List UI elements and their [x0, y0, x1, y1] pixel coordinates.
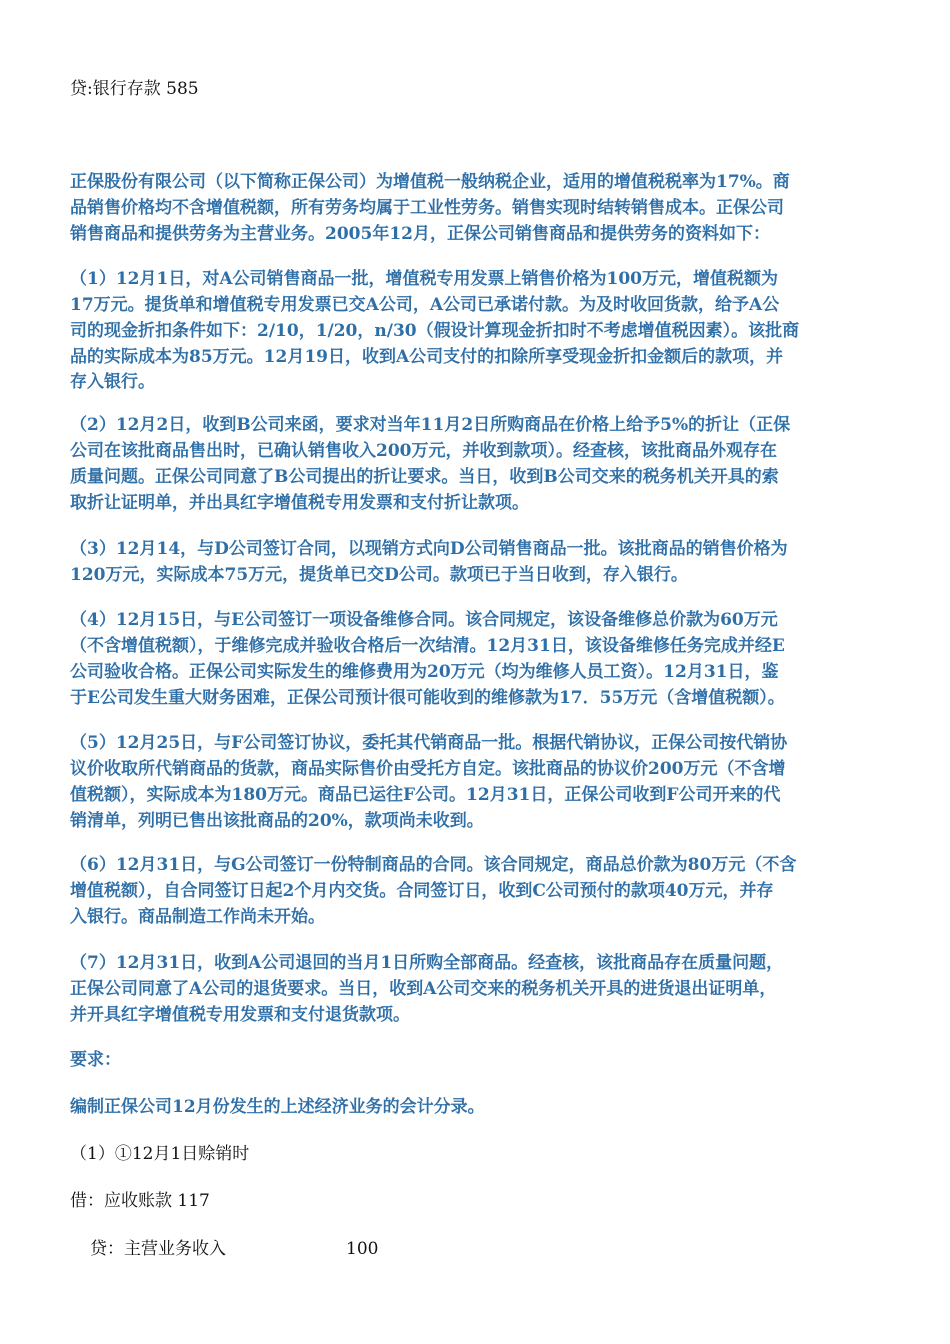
item-5-line-3: 值税额），实际成本为180万元。商品已运往F公司。12月31日，正保公司收到F公司开来的代	[70, 785, 781, 805]
item-1-line-5: 存入银行。	[70, 372, 155, 392]
item-6-line-2: 增值税额），自合同签订日起2个月内交货。合同签订日，收到C公司预付的款项40万元，并存	[70, 881, 774, 901]
item-3-line-2: 120万元，实际成本75万元，提货单已交D公司。款项已于当日收到，存入银行。	[70, 565, 688, 585]
item-7-line-3: 并开具红字增值税专用发票和支付退货款项。	[70, 1005, 410, 1025]
debit-entry: 借：应收账款 117	[70, 1191, 210, 1211]
item-1-line-3: 司的现金折扣条件如下：2/10，1/20，n/30（假设计算现金折扣时不考虑增值税因素）。该批商	[70, 321, 800, 341]
item-2-line-2: 公司在该批商品售出时，已确认销售收入200万元，并收到款项）。经查核，该批商品外观存在	[70, 441, 777, 461]
item-5-line-2: 议价收取所代销商品的货款，商品实际售价由受托方自定。该批商品的协议价200万元（不含增	[70, 759, 786, 779]
top-entry: 贷:银行存款 585	[70, 79, 199, 99]
item-6-line-3: 入银行。商品制造工作尚未开始。	[70, 907, 325, 927]
item-4-line-4: 于E公司发生重大财务困难，正保公司预计很可能收到的维修款为17．55万元（含增值税额）。	[70, 688, 785, 708]
item-1-line-2: 17万元。提货单和增值税专用发票已交A公司，A公司已承诺付款。为及时收回货款，给予A公	[70, 295, 780, 315]
item-7-line-2: 正保公司同意了A公司的退货要求。当日，收到A公司交来的税务机关开具的进货退出证明单，	[70, 979, 777, 999]
item-2-line-1: （2）12月2日，收到B公司来函，要求对当年11月2日所购商品在价格上给予5%的折让（正保	[70, 415, 791, 435]
item-5-line-1: （5）12月25日，与F公司签订协议，委托其代销商品一批。根据代销协议，正保公司按代销协	[70, 733, 788, 753]
intro-line-2: 品销售价格均不含增值税额，所有劳务均属于工业性劳务。销售实现时结转销售成本。正保公司	[70, 198, 784, 218]
item-4-line-2: （不含增值税额），于维修完成并验收合格后一次结清。12月31日，该设备维修任务完成并经E	[70, 636, 785, 656]
item-7-line-1: （7）12月31日，收到A公司退回的当月1日所购全部商品。经查核，该批商品存在质量问题，	[70, 953, 784, 973]
answer-heading: （1）①12月1日赊销时	[70, 1144, 250, 1164]
item-2-line-3: 质量问题。正保公司同意了B公司提出的折让要求。当日，收到B公司交来的税务机关开具的索	[70, 467, 779, 487]
credit-entry-label: 贷：主营业务收入	[90, 1239, 226, 1259]
credit-entry-amount: 100	[346, 1239, 379, 1259]
requirement-label: 要求：	[70, 1050, 121, 1070]
item-1-line-4: 品的实际成本为85万元。12月19日，收到A公司支付的扣除所享受现金折扣金额后的款项，并	[70, 347, 784, 367]
requirement-text: 编制正保公司12月份发生的上述经济业务的会计分录。	[70, 1097, 485, 1117]
intro-line-3: 销售商品和提供劳务为主营业务。2005年12月，正保公司销售商品和提供劳务的资料如下：	[70, 224, 770, 244]
item-4-line-1: （4）12月15日，与E公司签订一项设备维修合同。该合同规定，该设备维修总价款为60万元	[70, 610, 778, 630]
item-5-line-4: 销清单，列明已售出该批商品的20%，款项尚未收到。	[70, 811, 484, 831]
item-4-line-3: 公司验收合格。正保公司实际发生的维修费用为20万元（均为维修人员工资）。12月31日，鉴	[70, 662, 779, 682]
intro-line-1: 正保股份有限公司（以下简称正保公司）为增值税一般纳税企业，适用的增值税税率为17%。商	[70, 172, 790, 192]
item-2-line-4: 取折让证明单，并出具红字增值税专用发票和支付折让款项。	[70, 493, 529, 513]
item-6-line-1: （6）12月31日，与G公司签订一份特制商品的合同。该合同规定，商品总价款为80万元（不含	[70, 855, 797, 875]
item-3-line-1: （3）12月14，与D公司签订合同，以现销方式向D公司销售商品一批。该批商品的销售价格为	[70, 539, 788, 559]
item-1-line-1: （1）12月1日，对A公司销售商品一批，增值税专用发票上销售价格为100万元，增值税额为	[70, 269, 778, 289]
